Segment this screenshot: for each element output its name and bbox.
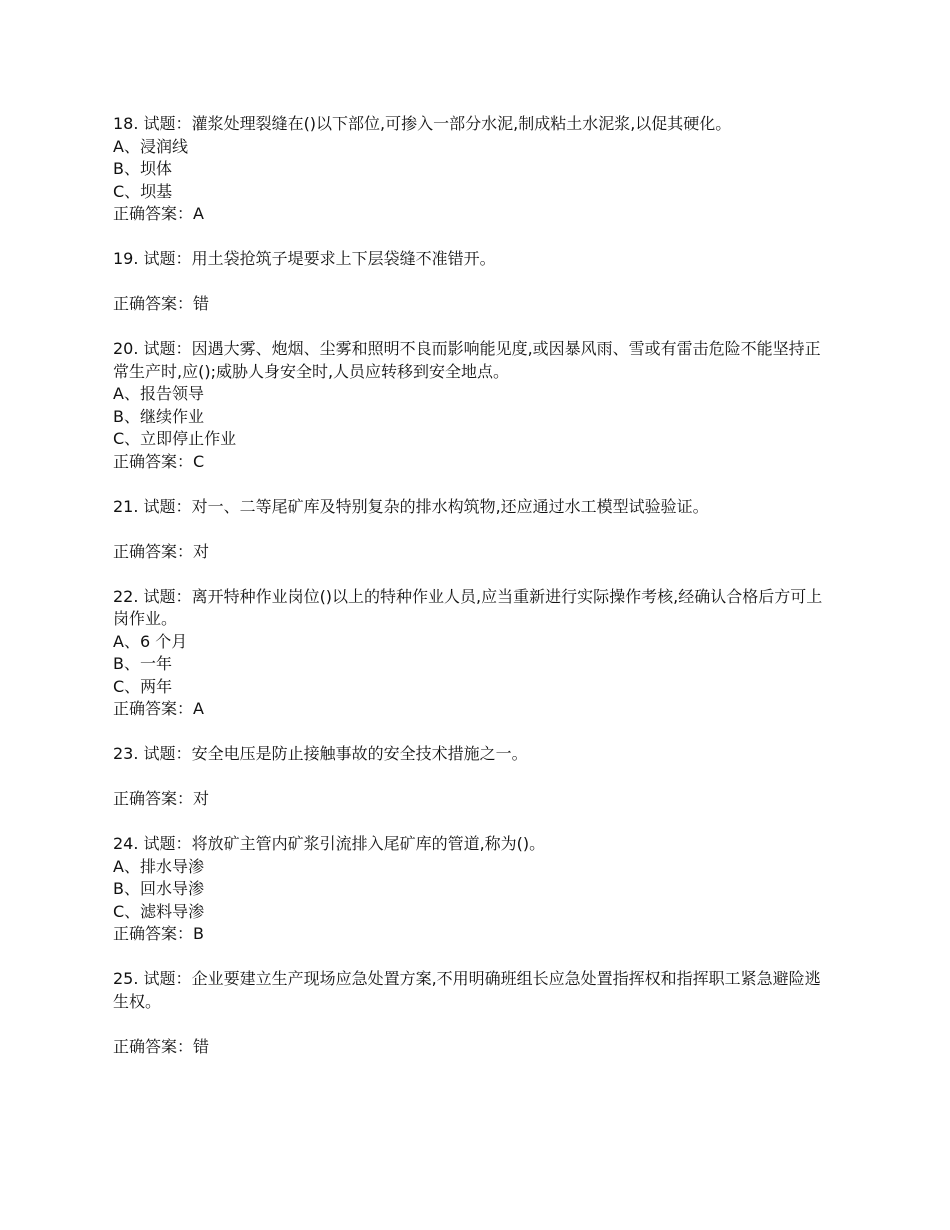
question-stem — [113, 496, 833, 519]
question-prefix: 试题： — [143, 339, 192, 358]
question-stem — [113, 586, 833, 631]
question-prefix: 试题： — [143, 496, 192, 516]
question-text: 对一、二等尾矿库及特别复杂的排水构筑物,还应通过水工模型试验验证。 — [191, 496, 709, 516]
answer-label: 正确答案： — [113, 1036, 194, 1056]
question-text: 因遇大雾、炮烟、尘雾和照明不良而影响能见度,或因暴风雨、雪或有雷击危险不能坚持正常生产时,应();威胁人身安全时,人员应转移到安全地点。 — [113, 339, 821, 381]
answer-label: 正确答案： — [113, 451, 194, 471]
question-number: 20. — [113, 339, 139, 358]
answer-line — [113, 1036, 833, 1059]
question-stem — [113, 338, 833, 383]
option-c: C、两年 — [113, 676, 173, 696]
answer-value: 对 — [193, 789, 210, 808]
option-a: A、浸润线 — [113, 136, 188, 156]
answer-value: A — [193, 699, 204, 718]
question-stem — [113, 968, 833, 1013]
question-21 — [113, 496, 833, 564]
question-19 — [113, 248, 833, 316]
question-number: 21. — [113, 496, 139, 516]
question-25 — [113, 968, 833, 1058]
question-prefix: 试题： — [143, 114, 192, 133]
answer-value: 错 — [193, 294, 210, 313]
question-text: 安全电压是防止接触事故的安全技术措施之一。 — [191, 744, 528, 763]
answer-label: 正确答案： — [113, 924, 194, 943]
question-24 — [113, 833, 833, 946]
question-stem — [113, 833, 833, 856]
question-22 — [113, 586, 833, 721]
answer-value: C — [193, 451, 205, 471]
answer-label: 正确答案： — [113, 294, 194, 313]
answer-label: 正确答案： — [113, 699, 194, 718]
answer-line — [113, 698, 833, 721]
option-b: B、坝体 — [113, 159, 172, 178]
answer-value: 错 — [193, 1036, 210, 1056]
answer-line — [113, 451, 833, 474]
answer-line — [113, 541, 833, 564]
answer-value: 对 — [193, 541, 210, 561]
option-b: B、回水导渗 — [113, 879, 204, 898]
answer-label: 正确答案： — [113, 789, 194, 808]
question-number: 18. — [113, 114, 139, 133]
question-prefix: 试题： — [143, 969, 192, 988]
answer-value: B — [193, 924, 204, 943]
option-b: B、继续作业 — [113, 406, 204, 426]
question-stem — [113, 743, 833, 766]
answer-label: 正确答案： — [113, 204, 194, 223]
question-23 — [113, 743, 833, 811]
document-page — [113, 113, 833, 1081]
answer-line — [113, 203, 833, 226]
option-a: A、排水导渗 — [113, 856, 204, 876]
question-prefix: 试题： — [143, 834, 192, 853]
question-text: 企业要建立生产现场应急处置方案,不用明确班组长应急处置指挥权和指挥职工紧急避险逃生权。 — [113, 969, 821, 1011]
answer-label: 正确答案： — [113, 541, 194, 561]
question-number: 25. — [113, 969, 139, 988]
question-number: 19. — [113, 249, 139, 268]
answer-value: A — [193, 204, 204, 223]
answer-line — [113, 293, 833, 316]
question-prefix: 试题： — [143, 586, 192, 606]
question-text: 将放矿主管内矿浆引流排入尾矿库的管道,称为()。 — [191, 834, 546, 853]
answer-line — [113, 923, 833, 946]
question-number: 24. — [113, 834, 139, 853]
question-prefix: 试题： — [143, 249, 192, 268]
option-c: C、立即停止作业 — [113, 429, 237, 448]
question-number: 23. — [113, 744, 139, 763]
question-18 — [113, 113, 833, 226]
blank-line — [113, 766, 833, 789]
option-a: A、报告领导 — [113, 384, 204, 403]
blank-line — [113, 518, 833, 541]
answer-line — [113, 788, 833, 811]
question-text: 灌浆处理裂缝在()以下部位,可掺入一部分水泥,制成粘土水泥浆,以促其硬化。 — [191, 114, 732, 133]
question-stem — [113, 113, 833, 136]
question-stem — [113, 248, 833, 271]
question-20 — [113, 338, 833, 473]
option-c: C、滤料导渗 — [113, 901, 205, 921]
question-text: 离开特种作业岗位()以上的特种作业人员,应当重新进行实际操作考核,经确认合格后方可上岗作业。 — [113, 586, 823, 628]
blank-line — [113, 271, 833, 294]
option-c: C、坝基 — [113, 181, 173, 201]
question-prefix: 试题： — [143, 744, 192, 763]
blank-line — [113, 1013, 833, 1036]
option-b: B、一年 — [113, 654, 172, 673]
option-a: A、6 个月 — [113, 631, 188, 651]
question-text: 用土袋抢筑子堤要求上下层袋缝不准错开。 — [191, 249, 496, 268]
question-number: 22. — [113, 586, 139, 606]
